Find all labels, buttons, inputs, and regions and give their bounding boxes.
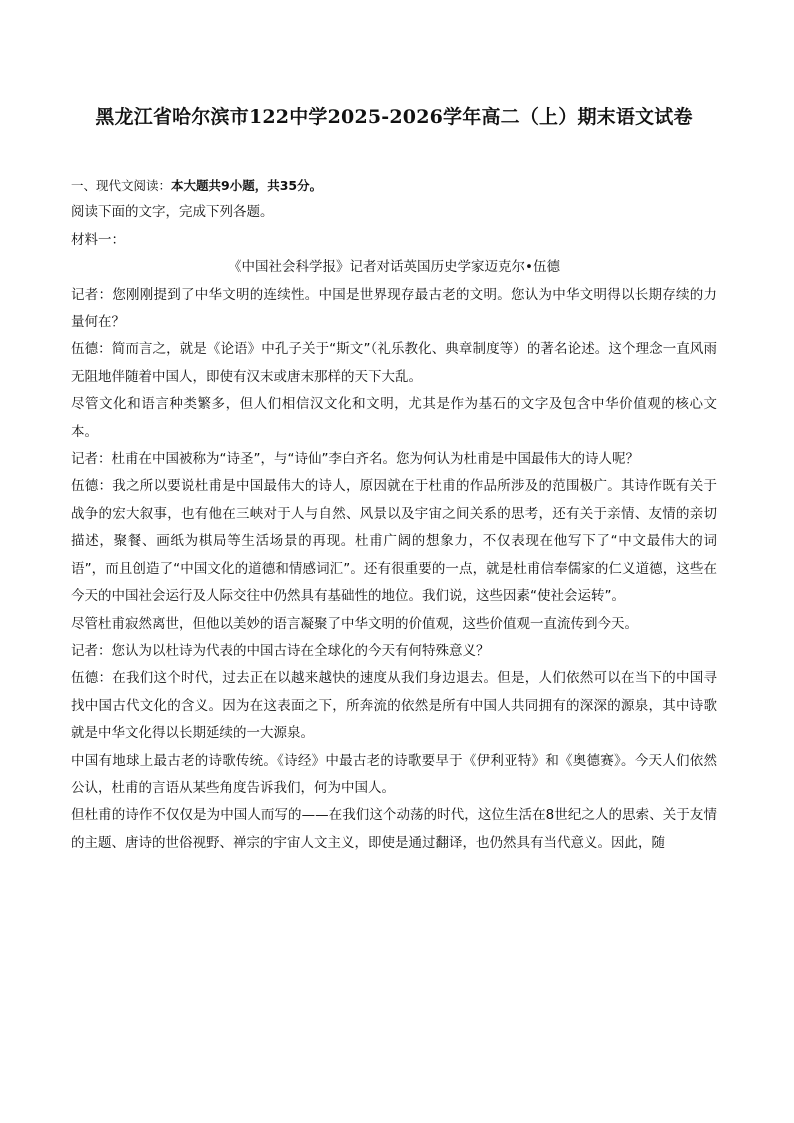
- paragraph: 伍德：在我们这个时代，过去正在以越来越快的速度从我们身边退去。但是，人们依然可以在当下的中国寻找中国古代文化的含义。因为在这表面之下，所奔流的依然是所有中国人共同拥有的深深的源泉，其中诗歌就是中华文化得以长期延续的一大源泉。: [71, 670, 717, 742]
- paragraph: 但杜甫的诗作不仅仅是为中国人而写的——在我们这个动荡的时代，这位生活在8世纪之人的思索、关于友情的主题、唐诗的世俗视野、禅宗的宇宙人文主义，即使是通过翻译，也仍然具有当代意义。因此，随: [71, 807, 717, 851]
- material-label: 材料一：: [71, 231, 125, 248]
- section-heading-prefix: 一、现代文阅读：: [71, 178, 172, 193]
- paragraph: 伍德：简而言之，就是《论语》中孔子关于“斯文”（礼乐教化、典章制度等）的著名论述。这个理念一直风雨无阻地伴随着中国人，即使有汉末或唐末那样的天下大乱。: [71, 341, 717, 385]
- exam-content: [71, 172, 717, 857]
- section-heading: [71, 172, 717, 199]
- exam-title: 黑龙江省哈尔滨市122中学2025-2026学年高二（上）期末语文试卷: [95, 106, 693, 128]
- section-heading-detail: 本大题共9小题，共35分。: [171, 178, 323, 193]
- exam-page: [71, 0, 717, 1123]
- paragraph: 尽管杜甫寂然离世，但他以美妙的语言凝聚了中华文明的价值观，这些价值观一直流传到今天。: [71, 615, 638, 632]
- paragraph: 记者：您认为以杜诗为代表的中国古诗在全球化的今天有何特殊意义？: [71, 642, 490, 659]
- paragraph: 中国有地球上最古老的诗歌传统。《诗经》中最古老的诗歌要早于《伊利亚特》和《奥德赛》。今天人们依然公认，杜甫的言语从某些角度告诉我们，何为中国人。: [71, 752, 717, 796]
- paragraph: 尽管文化和语言种类繁多，但人们相信汉文化和文明，尤其是作为基石的文字及包含中华价值观的核心文本。: [71, 396, 717, 440]
- paragraph: 记者：杜甫在中国被称为“诗圣”，与“诗仙”李白齐名。您为何认为杜甫是中国最伟大的诗人呢？: [71, 451, 639, 468]
- instruction-text: 阅读下面的文字，完成下列各题。: [71, 204, 274, 221]
- interview-title: 《中国社会科学报》记者对话英国历史学家迈克尔•伍德: [228, 259, 560, 276]
- paragraph: 伍德：我之所以要说杜甫是中国最伟大的诗人，原因就在于杜甫的作品所涉及的范围极广。其诗作既有关于战争的宏大叙事，也有他在三峡对于人与自然、风景以及宇宙之间关系的思考，还有关于亲情、友情的亲切描述，聚餐、画纸为棋局等生活场景的再现。杜甫广阔的想象力，不仅表现在他写下了“中文最伟大的词语”，而且创造了“中国文化的道德和情感词汇”。还有很重要的一点，就是杜甫信奉儒家的仁义道德，这些在今天的中国社会运行及人际交往中仍然具有基础性的地位。我们说，这些因素“使社会运转”。: [71, 478, 717, 605]
- paragraph: 记者：您刚刚提到了中华文明的连续性。中国是世界现存最古老的文明。您认为中华文明得以长期存续的力量何在？: [71, 286, 717, 331]
